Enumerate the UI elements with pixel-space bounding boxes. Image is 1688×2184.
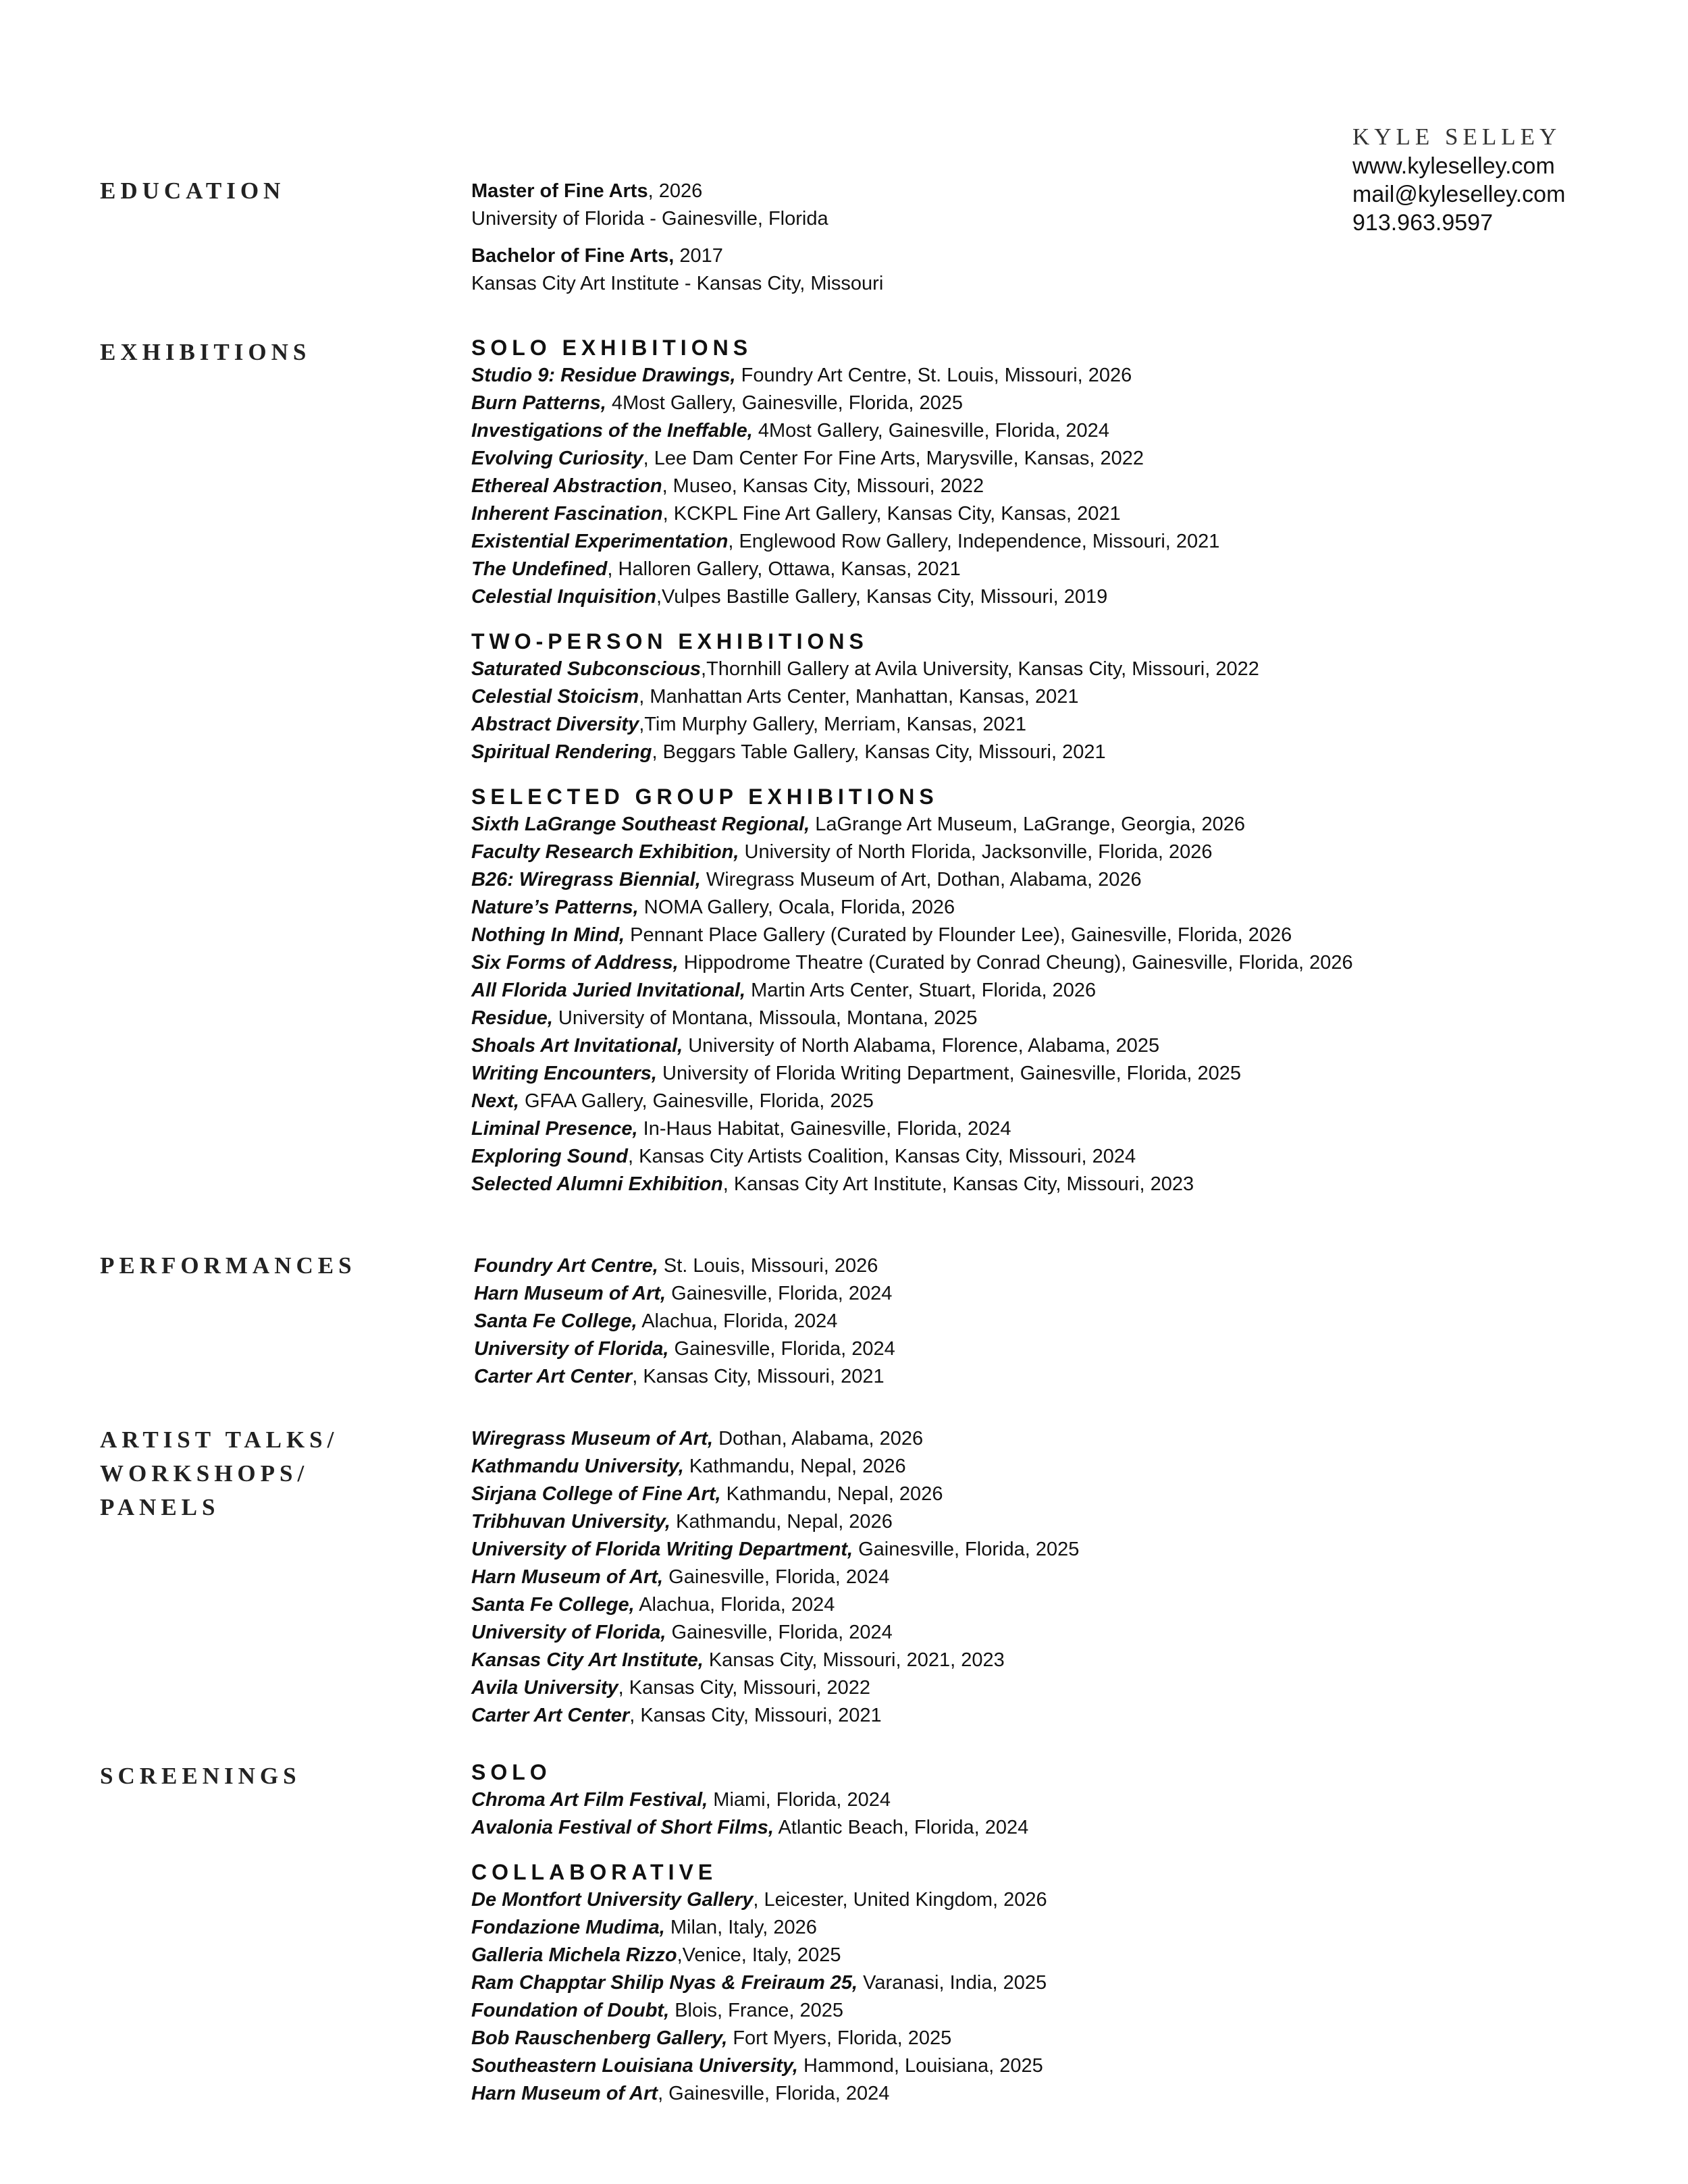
entry-details: , Museo, Kansas City, Missouri, 2022 <box>662 475 984 497</box>
list-item <box>474 1363 1622 1391</box>
entry-details: ,Tim Murphy Gallery, Merriam, Kansas, 2021 <box>639 714 1026 735</box>
entry-title: Wiregrass Museum of Art, <box>471 1428 714 1449</box>
entry-title: Celestial Stoicism <box>471 686 639 708</box>
list-item <box>471 1814 1619 1842</box>
list-item <box>471 1942 1619 1969</box>
entry-details: Pennant Place Gallery (Curated by Flounder Lee), Gainesville, Florida, 2026 <box>625 924 1292 946</box>
list-item <box>471 1536 1619 1564</box>
two-person-exhibitions-list <box>471 656 1619 766</box>
entry-title: University of Florida Writing Department, <box>471 1539 853 1560</box>
entry-title: B26: Wiregrass Biennial, <box>471 869 701 890</box>
entry-title: Next, <box>471 1090 519 1112</box>
list-item <box>471 390 1619 417</box>
entry-details: Fort Myers, Florida, 2025 <box>727 2027 952 2049</box>
solo-screenings-heading: SOLO <box>471 1760 552 1784</box>
list-item <box>471 656 1619 683</box>
list-item <box>471 2080 1619 2108</box>
entry-details: 4Most Gallery, Gainesville, Florida, 2024 <box>752 420 1109 442</box>
performances-content <box>474 1252 1622 1391</box>
entry-title: The Undefined <box>471 558 608 580</box>
entry-title: Santa Fe College, <box>474 1310 637 1332</box>
entry-details: , Kansas City, Missouri, 2021 <box>629 1705 882 1726</box>
talks-list <box>471 1425 1619 1730</box>
solo-exhibitions-heading: SOLO EXHIBITIONS <box>471 336 753 360</box>
entry-title: Nothing In Mind, <box>471 924 625 946</box>
group-exhibitions-heading: SELECTED GROUP EXHIBITIONS <box>471 784 939 809</box>
entry-title: Avalonia Festival of Short Films, <box>471 1817 774 1838</box>
entry-details: University of North Alabama, Florence, Alabama, 2025 <box>683 1035 1160 1057</box>
entry-title: Writing Encounters, <box>471 1063 657 1084</box>
entry-title: Harn Museum of Art, <box>474 1283 666 1304</box>
entry-title: Celestial Inquisition <box>471 586 656 608</box>
entry-title: Fondazione Mudima, <box>471 1917 665 1938</box>
phone-number: 913.963.9597 <box>1352 210 1493 236</box>
screenings-content <box>471 1758 1619 2108</box>
entry-details: Foundry Art Centre, St. Louis, Missouri, 2026 <box>735 365 1132 386</box>
entry-details: University of Florida Writing Department, Gainesville, Florida, 2025 <box>656 1063 1241 1084</box>
list-item <box>471 500 1619 528</box>
entry-details: NOMA Gallery, Ocala, Florida, 2026 <box>638 897 955 918</box>
list-item <box>471 528 1619 556</box>
list-item <box>471 838 1619 866</box>
entry-title: Carter Art Center <box>471 1705 630 1726</box>
list-item <box>471 922 1619 949</box>
list-item <box>471 417 1619 445</box>
list-item <box>471 949 1619 977</box>
entry-title: Investigations of the Ineffable, <box>471 420 753 442</box>
entry-details: Gainesville, Florida, 2024 <box>666 1283 893 1304</box>
entry-title: Kathmandu University, <box>471 1456 684 1477</box>
education-school: Kansas City Art Institute - Kansas City, Missouri <box>471 273 884 294</box>
list-item <box>471 1886 1619 1914</box>
list-item <box>471 811 1619 838</box>
entry-title: Santa Fe College, <box>471 1594 635 1616</box>
entry-details: Gainesville, Florida, 2024 <box>666 1622 893 1643</box>
artist-name: KYLE SELLEY <box>1352 124 1562 150</box>
entry-details: Kathmandu, Nepal, 2026 <box>683 1456 906 1477</box>
performances-label: PERFORMANCES <box>100 1252 357 1279</box>
education-list <box>471 178 1619 298</box>
list-item <box>471 1674 1619 1702</box>
list-item <box>471 1171 1619 1198</box>
entry-title: Abstract Diversity <box>471 714 639 735</box>
list-item <box>471 473 1619 500</box>
entry-details: , Manhattan Arts Center, Manhattan, Kansas, 2021 <box>639 686 1079 708</box>
entry-title: University of Florida, <box>474 1338 669 1360</box>
entry-details: , Lee Dam Center For Fine Arts, Marysville, Kansas, 2022 <box>643 448 1144 469</box>
entry-details: Gainesville, Florida, 2025 <box>853 1539 1080 1560</box>
list-item <box>474 1308 1622 1335</box>
entry-title: Ram Chapptar Shilip Nyas & Freiraum 25, <box>471 1972 858 1994</box>
entry-title: Selected Alumni Exhibition <box>471 1173 723 1195</box>
entry-title: Bob Rauschenberg Gallery, <box>471 2027 728 2049</box>
solo-exhibitions-list <box>471 362 1619 611</box>
list-item <box>471 1914 1619 1942</box>
entry-details: , Kansas City, Missouri, 2021 <box>632 1366 885 1387</box>
list-item <box>471 1619 1619 1647</box>
list-item <box>471 1060 1619 1088</box>
list-item <box>471 1997 1619 2025</box>
entry-title: Exploring Sound <box>471 1146 628 1167</box>
entry-details: Hippodrome Theatre (Curated by Conrad Cheung), Gainesville, Florida, 2026 <box>678 952 1353 974</box>
entry-details: Kansas City, Missouri, 2021, 2023 <box>703 1649 1005 1671</box>
entry-title: Avila University <box>471 1677 618 1699</box>
list-item <box>471 1143 1619 1171</box>
entry-details: Alachua, Florida, 2024 <box>634 1594 835 1616</box>
education-label: EDUCATION <box>100 178 286 204</box>
entry-title: University of Florida, <box>471 1622 666 1643</box>
group-exhibitions-list <box>471 811 1619 1198</box>
list-item <box>471 1508 1619 1536</box>
list-item <box>471 1591 1619 1619</box>
entry-details: , Halloren Gallery, Ottawa, Kansas, 2021 <box>607 558 961 580</box>
entry-title: Six Forms of Address, <box>471 952 679 974</box>
list-item <box>471 1969 1619 1997</box>
entry-details: ,Venice, Italy, 2025 <box>677 1944 841 1966</box>
entry-title: Carter Art Center <box>474 1366 633 1387</box>
list-item <box>474 1252 1622 1280</box>
entry-title: Saturated Subconscious <box>471 658 702 680</box>
entry-title: Faculty Research Exhibition, <box>471 841 739 863</box>
list-item <box>471 556 1619 583</box>
list-item <box>471 1088 1619 1115</box>
list-item <box>471 1425 1619 1453</box>
entry-title: Harn Museum of Art, <box>471 1566 664 1588</box>
list-item <box>471 1647 1619 1674</box>
list-item <box>471 583 1619 611</box>
entry-title: Southeastern Louisiana University, <box>471 2055 798 2077</box>
entry-details: Dothan, Alabama, 2026 <box>713 1428 924 1449</box>
solo-screenings-list <box>471 1786 1619 1842</box>
entry-title: Galleria Michela Rizzo <box>471 1944 677 1966</box>
entry-title: Sirjana College of Fine Art, <box>471 1483 721 1505</box>
entry-details: ,Thornhill Gallery at Avila University, Kansas City, Missouri, 2022 <box>701 658 1259 680</box>
entry-title: Spiritual Rendering <box>471 741 652 763</box>
entry-details: , Gainesville, Florida, 2024 <box>658 2083 890 2104</box>
list-item <box>471 1115 1619 1143</box>
entry-title: Ethereal Abstraction <box>471 475 662 497</box>
list-item <box>471 977 1619 1005</box>
entry-details: Atlantic Beach, Florida, 2024 <box>774 1817 1029 1838</box>
two-person-exhibitions-heading: TWO-PERSON EXHIBITIONS <box>471 629 868 654</box>
performances-list <box>474 1252 1622 1391</box>
list-item <box>471 2052 1619 2080</box>
list-item <box>471 1786 1619 1814</box>
entry-title: Evolving Curiosity <box>471 448 643 469</box>
entry-details: Alachua, Florida, 2024 <box>637 1310 838 1332</box>
entry-title: Foundry Art Centre, <box>474 1255 658 1277</box>
list-item <box>471 866 1619 894</box>
entry-title: Foundation of Doubt, <box>471 2000 670 2021</box>
list-item <box>471 739 1619 766</box>
entry-details: Miami, Florida, 2024 <box>708 1789 891 1811</box>
entry-title: Burn Patterns, <box>471 392 606 414</box>
entry-details: , Englewood Row Gallery, Independence, Missouri, 2021 <box>728 531 1220 552</box>
entry-details: , Kansas City Artists Coalition, Kansas City, Missouri, 2024 <box>628 1146 1136 1167</box>
list-item <box>471 1005 1619 1032</box>
entry-details: Blois, France, 2025 <box>669 2000 844 2021</box>
entry-details: 4Most Gallery, Gainesville, Florida, 2025 <box>606 392 963 414</box>
entry-details: Varanasi, India, 2025 <box>858 1972 1047 1994</box>
email-link[interactable]: mail@kyleselley.com <box>1352 182 1566 207</box>
entry-details: Milan, Italy, 2026 <box>664 1917 817 1938</box>
screenings-label: SCREENINGS <box>100 1763 301 1789</box>
entry-title: Shoals Art Invitational, <box>471 1035 683 1057</box>
website-link[interactable]: www.kyleselley.com <box>1352 153 1555 179</box>
list-item <box>471 2025 1619 2052</box>
list-item <box>471 1032 1619 1060</box>
entry-details: , Kansas City Art Institute, Kansas City, Missouri, 2023 <box>722 1173 1194 1195</box>
talks-label: ARTIST TALKS/ WORKSHOPS/ PANELS <box>100 1427 339 1520</box>
list-item <box>471 683 1619 711</box>
education-degree: Master of Fine Arts, 2026 <box>471 180 703 202</box>
entry-title: Nature’s Patterns, <box>471 897 639 918</box>
list-item <box>471 362 1619 390</box>
entry-details: , Leicester, United Kingdom, 2026 <box>753 1889 1047 1911</box>
education-degree: Bachelor of Fine Arts, 2017 <box>471 245 723 267</box>
list-item <box>474 1335 1622 1363</box>
list-item <box>471 445 1619 473</box>
entry-title: Sixth LaGrange Southeast Regional, <box>471 814 810 835</box>
list-item <box>471 1481 1619 1508</box>
entry-details: Kathmandu, Nepal, 2026 <box>670 1511 893 1533</box>
talks-content <box>471 1425 1619 1730</box>
entry-title: Studio 9: Residue Drawings, <box>471 365 736 386</box>
entry-details: Hammond, Louisiana, 2025 <box>798 2055 1043 2077</box>
education-school: University of Florida - Gainesville, Florida <box>471 208 828 230</box>
list-item <box>471 711 1619 739</box>
entry-details: , KCKPL Fine Art Gallery, Kansas City, Kansas, 2021 <box>662 503 1121 525</box>
entry-title: Existential Experimentation <box>471 531 729 552</box>
entry-title: De Montfort University Gallery <box>471 1889 754 1911</box>
collaborative-screenings-list <box>471 1886 1619 2108</box>
exhibitions-label: EXHIBITIONS <box>100 339 311 365</box>
collaborative-screenings-heading: COLLABORATIVE <box>471 1860 718 1884</box>
entry-details: In-Haus Habitat, Gainesville, Florida, 2024 <box>637 1118 1011 1140</box>
entry-details: ,Vulpes Bastille Gallery, Kansas City, Missouri, 2019 <box>656 586 1108 608</box>
list-item <box>474 1280 1622 1308</box>
entry-title: Residue, <box>471 1007 553 1029</box>
list-item <box>471 1702 1619 1730</box>
exhibitions-content <box>471 334 1619 1198</box>
entry-details: , Kansas City, Missouri, 2022 <box>618 1677 870 1699</box>
entry-details: University of Montana, Missoula, Montana, 2025 <box>552 1007 978 1029</box>
entry-title: Inherent Fascination <box>471 503 663 525</box>
entry-details: Wiregrass Museum of Art, Dothan, Alabama, 2026 <box>700 869 1142 890</box>
entry-title: Liminal Presence, <box>471 1118 638 1140</box>
entry-details: GFAA Gallery, Gainesville, Florida, 2025 <box>519 1090 874 1112</box>
entry-details: Kathmandu, Nepal, 2026 <box>720 1483 943 1505</box>
list-item <box>471 1453 1619 1481</box>
entry-title: All Florida Juried Invitational, <box>471 980 746 1001</box>
entry-title: Kansas City Art Institute, <box>471 1649 704 1671</box>
entry-details: University of North Florida, Jacksonville, Florida, 2026 <box>739 841 1213 863</box>
entry-details: Martin Arts Center, Stuart, Florida, 2026 <box>745 980 1097 1001</box>
entry-title: Harn Museum of Art <box>471 2083 658 2104</box>
entry-title: Chroma Art Film Festival, <box>471 1789 708 1811</box>
entry-details: Gainesville, Florida, 2024 <box>663 1566 890 1588</box>
entry-title: Tribhuvan University, <box>471 1511 670 1533</box>
list-item <box>471 894 1619 922</box>
list-item <box>471 1564 1619 1591</box>
entry-details: St. Louis, Missouri, 2026 <box>658 1255 878 1277</box>
entry-details: Gainesville, Florida, 2024 <box>668 1338 895 1360</box>
entry-details: , Beggars Table Gallery, Kansas City, Missouri, 2021 <box>652 741 1106 763</box>
entry-details: LaGrange Art Museum, LaGrange, Georgia, 2026 <box>810 814 1245 835</box>
